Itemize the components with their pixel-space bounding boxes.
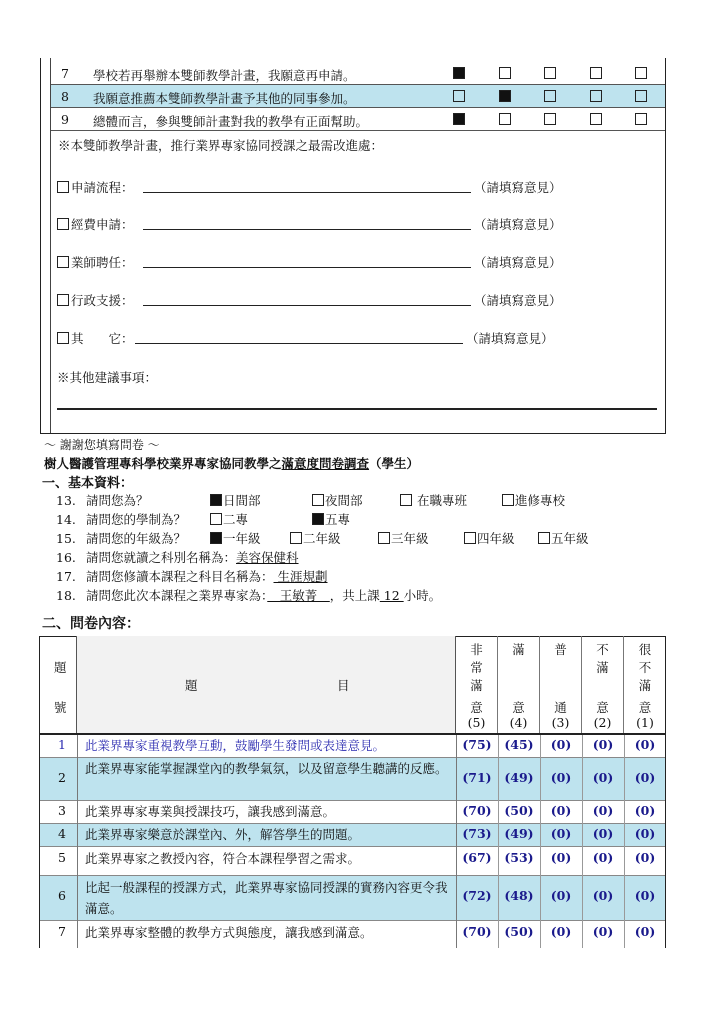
question-15: 15. 請問您的年級為？ <box>56 531 187 546</box>
suggestion-line[interactable] <box>57 408 657 410</box>
checkbox[interactable] <box>57 294 69 306</box>
option-grade-1[interactable]: 一年級 <box>210 529 261 547</box>
answer-department: 美容保健科 <box>236 550 299 565</box>
option-five-year[interactable]: 五專 <box>312 510 350 528</box>
checkbox[interactable] <box>290 532 302 544</box>
option-in-service[interactable]: 在職專班 <box>400 491 467 509</box>
checkbox-very-unsatisfied[interactable] <box>635 113 647 125</box>
col-divider <box>624 735 625 948</box>
fill-hint: （請填寫意見） <box>466 331 554 346</box>
table-row: 2 此業界專家能掌握課堂內的教學氣氛，以及留意學生聽講的反應。 (71) (49) (0) (0) (0) <box>40 758 665 800</box>
section-questionnaire: 二、問卷內容： <box>42 616 140 632</box>
checkbox-neutral[interactable] <box>544 90 556 102</box>
top-row-9 <box>51 108 665 130</box>
fill-hint: （請填寫意見） <box>474 217 562 232</box>
improve-item-funding[interactable]: 經費申請： <box>57 215 134 233</box>
header-neutral: 普 通 (3) <box>540 636 582 734</box>
fill-hint: （請填寫意見） <box>474 255 562 270</box>
checkbox[interactable] <box>312 513 324 525</box>
other-suggestions-label: ※其他建議事項： <box>57 370 158 385</box>
answer-expert: 王敏菁 <box>267 588 330 603</box>
answer-course: 生涯規劃 <box>273 569 328 584</box>
option-continuing[interactable]: 進修專校 <box>502 491 565 509</box>
fill-hint: （請填寫意見） <box>474 180 562 195</box>
table-row: 7 此業界專家整體的教學方式與態度，讓我感到滿意。 (70) (50) (0) (0) (0) <box>58 924 656 940</box>
col-divider <box>540 735 541 948</box>
table-row: 4 此業界專家樂意於課堂內、外，解答學生的問題。 (73) (49) (0) (0) (0) <box>40 824 665 846</box>
header-satisfied: 滿 意 (4) <box>498 636 540 734</box>
improve-item-other[interactable]: 其 它： <box>57 329 134 347</box>
checkbox-satisfied[interactable] <box>499 67 511 79</box>
top-row-8 <box>51 85 665 107</box>
checkbox-very-satisfied[interactable] <box>453 67 465 79</box>
table-row: 3 此業界專家專業與授課技巧，讓我感到滿意。 (70) (50) (0) (0) (0) <box>58 803 656 819</box>
table-row: 1 此業界專家重視教學互動，鼓勵學生發問或表達意見。 (75) (45) (0) (0) (0) <box>58 737 656 753</box>
checkbox-unsatisfied[interactable] <box>590 90 602 102</box>
checkbox[interactable] <box>57 218 69 230</box>
checkbox[interactable] <box>210 513 222 525</box>
improve-item-hiring[interactable]: 業師聘任： <box>57 253 134 271</box>
header-very-satisfied: 非 常 滿 意 (5) <box>456 636 498 734</box>
improve-item-application[interactable]: 申請流程： <box>57 178 134 196</box>
col-divider <box>498 735 499 948</box>
option-grade-3[interactable]: 三年級 <box>378 529 429 547</box>
top-row-7 <box>51 62 665 84</box>
fill-hint: （請填寫意見） <box>474 293 562 308</box>
checkbox-neutral[interactable] <box>544 67 556 79</box>
option-grade-4[interactable]: 四年級 <box>464 529 515 547</box>
checkbox[interactable] <box>210 494 222 506</box>
checkbox[interactable] <box>57 181 69 193</box>
checkbox-satisfied[interactable] <box>499 113 511 125</box>
col-divider <box>77 735 78 948</box>
checkbox-unsatisfied[interactable] <box>590 67 602 79</box>
question-18: 18. 請問您此次本課程之業界專家為： 王敏菁 ，共上課 12 小時。 <box>56 588 442 603</box>
checkbox-very-satisfied[interactable] <box>453 113 465 125</box>
checkbox[interactable] <box>400 494 412 506</box>
checkbox-very-unsatisfied[interactable] <box>635 90 647 102</box>
option-day[interactable]: 日間部 <box>210 491 261 509</box>
checkbox[interactable] <box>57 332 69 344</box>
row-number: 7 <box>61 66 69 81</box>
improvement-title: ※本雙師教學計畫，推行業界專家協同授課之最需改進處： <box>58 138 384 153</box>
checkbox-very-satisfied[interactable] <box>453 90 465 102</box>
fill-line[interactable] <box>143 229 471 230</box>
checkbox-unsatisfied[interactable] <box>590 113 602 125</box>
header-number: 題 號 <box>39 636 77 734</box>
option-two-year[interactable]: 二專 <box>210 510 248 528</box>
checkbox[interactable] <box>312 494 324 506</box>
checkbox-neutral[interactable] <box>544 113 556 125</box>
row-text: 我願意推薦本雙師教學計畫予其他的同事參加。 <box>93 91 356 106</box>
question-14: 14. 請問您的學制為？ <box>56 512 187 527</box>
fill-line[interactable] <box>135 343 463 344</box>
row-divider <box>51 130 665 131</box>
header-unsatisfied: 不 滿 意 (2) <box>582 636 624 734</box>
checkbox-satisfied[interactable] <box>499 90 511 102</box>
header-very-unsatisfied: 很 不 滿 意 (1) <box>636 642 654 730</box>
header-item: 題 目 <box>77 636 456 734</box>
checkbox[interactable] <box>464 532 476 544</box>
section-basic-info: 一、基本資料： <box>42 476 134 491</box>
checkbox[interactable] <box>502 494 514 506</box>
question-16: 16. 請問您就讀之科別名稱為：美容保健科 <box>56 550 299 565</box>
question-17: 17. 請問您修讀本課程之科目名稱為： 生涯規劃 <box>56 569 328 584</box>
checkbox[interactable] <box>57 256 69 268</box>
fill-line[interactable] <box>143 267 471 268</box>
checkbox[interactable] <box>538 532 550 544</box>
checkbox[interactable] <box>378 532 390 544</box>
option-grade-5[interactable]: 五年級 <box>538 529 589 547</box>
survey-title: 樹人醫護管理專科學校業界專家協同教學之滿意度問卷調查（學生） <box>44 456 420 471</box>
row-text: 學校若再舉辦本雙師教學計畫，我願意再申請。 <box>93 68 356 83</box>
checkbox[interactable] <box>210 532 222 544</box>
table-row: 6 比起一般課程的授課方式，此業界專家協同授課的實務內容更令我滿意。 (72) (48) (0) (0) (0) <box>40 876 665 920</box>
checkbox-very-unsatisfied[interactable] <box>635 67 647 79</box>
fill-line[interactable] <box>143 192 471 193</box>
table-row: 5 此業界專家之教授內容，符合本課程學習之需求。 (67) (53) (0) (0) (0) <box>58 850 656 866</box>
improve-item-admin[interactable]: 行政支援： <box>57 291 134 309</box>
answer-hours: 12 <box>379 588 404 603</box>
question-13: 13. 請問您為？ <box>56 493 149 508</box>
option-grade-2[interactable]: 二年級 <box>290 529 341 547</box>
row-text: 總體而言，參與雙師計畫對我的教學有正面幫助。 <box>93 114 369 129</box>
row-number: 9 <box>61 112 69 127</box>
col-divider <box>582 735 583 948</box>
col-divider <box>456 735 457 948</box>
fill-line[interactable] <box>143 305 471 306</box>
thanks-note: ～ 謝謝您填寫問卷 ～ <box>44 438 160 452</box>
row-number: 8 <box>61 89 69 104</box>
option-night[interactable]: 夜間部 <box>312 491 363 509</box>
